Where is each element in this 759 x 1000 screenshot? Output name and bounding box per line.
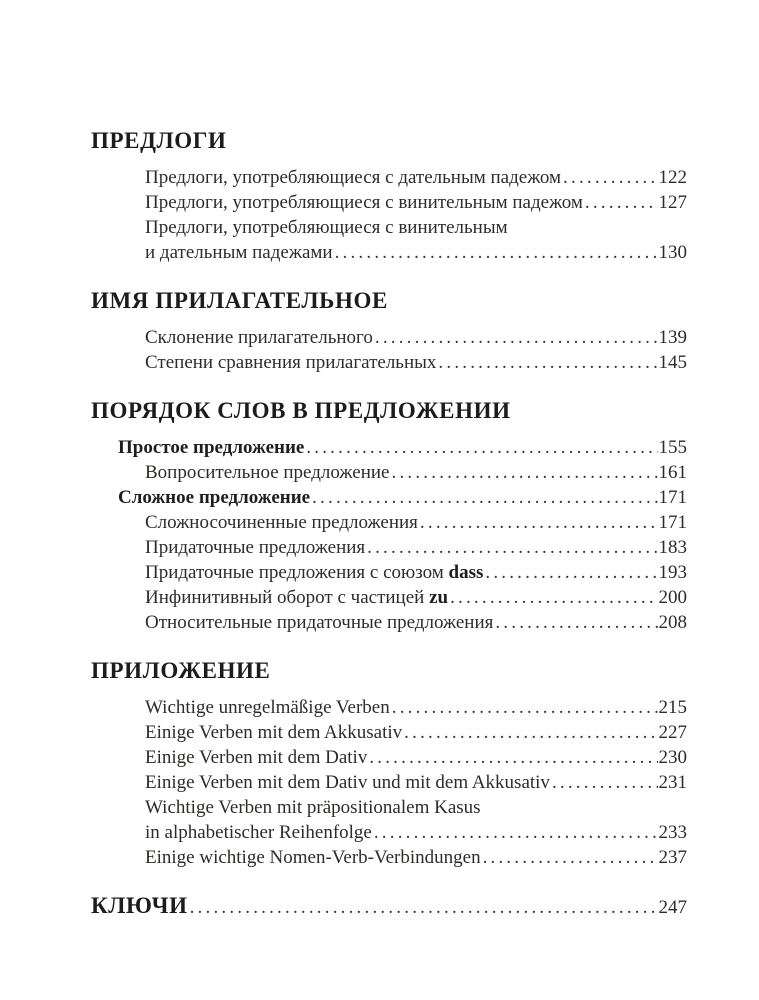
toc-entry-label [145, 350, 436, 375]
toc-entry-text: Вопросительное предложение [145, 462, 390, 483]
toc-entry-label [145, 770, 550, 795]
dot-leader [367, 535, 657, 560]
page-number: 161 [658, 462, 687, 483]
toc-entry [91, 695, 687, 720]
toc-entry-label [145, 585, 448, 610]
toc-entry [91, 485, 687, 510]
dot-leader [483, 845, 658, 870]
toc-entry-label [145, 190, 583, 215]
toc-entry-text: Wichtige Verben mit präpositionalem Kasus [145, 797, 481, 818]
toc-entry [91, 435, 687, 460]
toc-entry [91, 350, 687, 375]
toc-entry-label [145, 795, 481, 820]
toc-entry-label [145, 240, 333, 265]
toc-entry-label [145, 325, 373, 350]
dot-leader [585, 190, 658, 215]
toc-entry [91, 585, 687, 610]
page-number: 215 [658, 697, 687, 718]
section-heading [91, 892, 687, 919]
toc-section [91, 892, 687, 919]
toc-entry [91, 215, 687, 240]
toc-entry-text: Предлоги, употребляющиеся с винительным падежом [145, 192, 583, 213]
toc-entry-label [145, 165, 561, 190]
page-number: 233 [658, 822, 687, 843]
page-number: 145 [658, 352, 687, 373]
page-number: 200 [658, 587, 687, 608]
toc-entry-text: Склонение прилагательного [145, 327, 373, 348]
toc-entry-text: Сложное предложение [118, 487, 311, 508]
section-heading [91, 287, 687, 314]
page-number: 130 [658, 242, 687, 263]
toc-entry-text: Einige wichtige Nomen-Verb-Verbindungen [145, 847, 481, 868]
toc-entry [91, 795, 687, 820]
toc-entry-label [145, 820, 372, 845]
page-number: 208 [658, 612, 687, 633]
section-heading-label: ПОРЯДОК СЛОВ В ПРЕДЛОЖЕНИИ [91, 398, 511, 423]
toc-entry-label [145, 745, 367, 770]
section-heading [91, 657, 687, 684]
toc-entry [91, 510, 687, 535]
section-heading-label: ИМЯ ПРИЛАГАТЕЛЬНОЕ [91, 288, 388, 313]
page-number: 193 [658, 562, 687, 583]
toc-entry-text: Инфинитивный оборот с частицей [145, 587, 430, 608]
toc-entry [91, 845, 687, 870]
page-number: 227 [658, 722, 687, 743]
toc-section [91, 397, 687, 635]
toc-entry-text: Сложносочиненные предложения [145, 512, 418, 533]
toc-entry-label [145, 535, 365, 560]
toc-entry-label [145, 510, 418, 535]
page-number: 122 [658, 167, 687, 188]
toc-entry-label [145, 460, 390, 485]
section-entries [91, 435, 687, 635]
toc-entry-text: Придаточные предложения [145, 537, 366, 558]
toc-entry [91, 820, 687, 845]
page-number: 171 [658, 487, 687, 508]
toc-entry-label [118, 485, 310, 510]
toc-entry [91, 610, 687, 635]
toc-entry-label [118, 435, 304, 460]
section-heading-label: КЛЮЧИ [91, 893, 188, 918]
toc-entry [91, 240, 687, 265]
toc-entry-text: Einige Verben mit dem Dativ und mit dem Akkusativ [145, 772, 550, 793]
section-heading [91, 127, 687, 154]
toc-entry-text: Предлоги, употребляющиеся с дательным падежом [145, 167, 562, 188]
dot-leader [375, 325, 658, 350]
dot-leader [450, 585, 657, 610]
toc-entry-text: и дательным падежами [145, 242, 333, 263]
section-heading-label: ПРИЛОЖЕНИЕ [91, 658, 271, 683]
dot-leader [306, 435, 657, 460]
toc-entry-label [145, 610, 493, 635]
toc-section [91, 287, 687, 375]
page-number: 127 [658, 192, 687, 213]
toc-entry-text: Степени сравнения прилагательных [145, 352, 437, 373]
toc-entry-text: Предлоги, употребляющиеся с винительным [145, 217, 508, 238]
toc-entry-text: Einige Verben mit dem Dativ [145, 747, 368, 768]
dot-leader [495, 610, 657, 635]
toc-entry-text: Einige Verben mit dem Akkusativ [145, 722, 403, 743]
dot-leader [190, 897, 658, 919]
toc-entry-label [145, 695, 390, 720]
toc-entry [91, 325, 687, 350]
dot-leader [552, 770, 658, 795]
toc-entry-label [145, 215, 508, 240]
page-number: 171 [658, 512, 687, 533]
toc-entry-text: Придаточные предложения с союзом [145, 562, 449, 583]
toc-entry-label [145, 720, 402, 745]
dot-leader [563, 165, 657, 190]
section-heading [91, 397, 687, 424]
dot-leader [485, 560, 657, 585]
toc-entry [91, 560, 687, 585]
dot-leader [392, 460, 658, 485]
dot-leader [374, 820, 658, 845]
toc-entry-text: Относительные придаточные предложения [145, 612, 494, 633]
toc-entry-label [145, 845, 481, 870]
page-number: 139 [658, 327, 687, 348]
page-number: 247 [658, 897, 687, 918]
toc-list [91, 127, 687, 919]
toc-entry [91, 720, 687, 745]
toc-section [91, 127, 687, 265]
toc-entry [91, 745, 687, 770]
toc-entry [91, 770, 687, 795]
toc-entry-text: Wichtige unregelmäßige Verben [145, 697, 390, 718]
page-number: 231 [658, 772, 687, 793]
toc-section [91, 657, 687, 870]
toc-entry [91, 460, 687, 485]
page-number: 237 [658, 847, 687, 868]
page-number: 155 [658, 437, 687, 458]
toc-entry [91, 535, 687, 560]
toc-entry-bold-text: dass [448, 562, 484, 583]
dot-leader [420, 510, 658, 535]
dot-leader [392, 695, 658, 720]
section-entries [91, 695, 687, 870]
toc-entry [91, 165, 687, 190]
toc-entry-text: in alphabetischer Reihenfolge [145, 822, 372, 843]
dot-leader [404, 720, 657, 745]
page-number: 230 [658, 747, 687, 768]
section-entries [91, 325, 687, 375]
toc-entry [91, 190, 687, 215]
toc-entry-label [145, 560, 483, 585]
dot-leader [438, 350, 657, 375]
dot-leader [312, 485, 657, 510]
toc-entry-text: Простое предложение [118, 437, 305, 458]
page-number: 183 [658, 537, 687, 558]
section-entries [91, 165, 687, 265]
dot-leader [369, 745, 657, 770]
dot-leader [335, 240, 658, 265]
section-heading-label: ПРЕДЛОГИ [91, 128, 227, 153]
toc-entry-bold-text: zu [429, 587, 449, 608]
